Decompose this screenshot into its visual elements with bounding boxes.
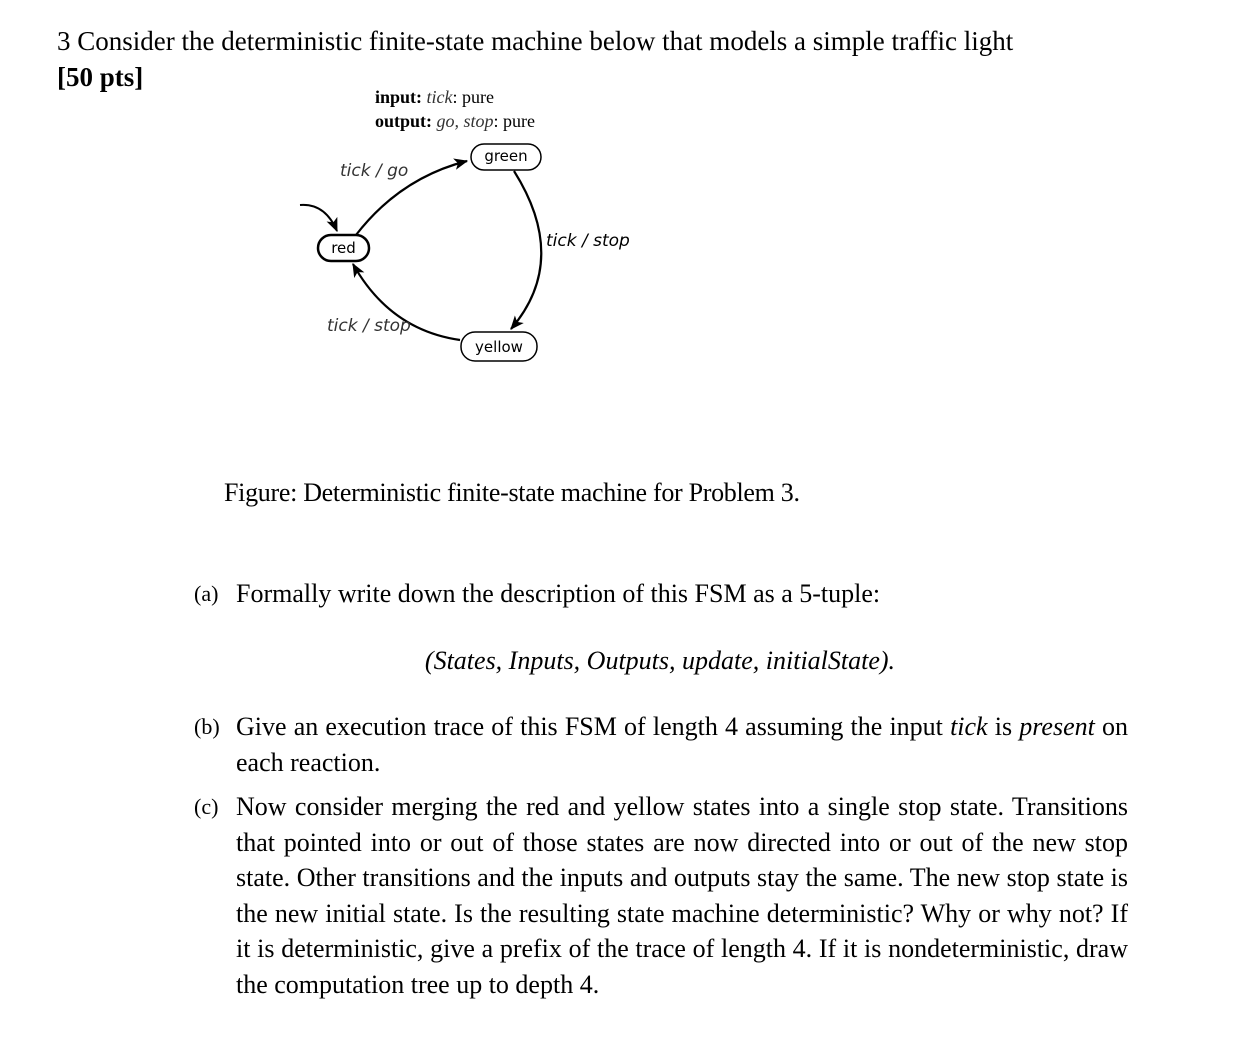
- input-signal: tick: [426, 87, 453, 107]
- output-signals: go, stop: [436, 111, 494, 131]
- part-c-text: Now consider merging the red and yellow states into a single stop state. Transitions that pointed into or out of those states are now directed into or out of the new stop state. Other transitions and the inputs and outputs stay the same. The new stop state is the new initial state. Is the resulting state machine deterministic? Why or why not? If it is deterministic, give a prefix of the trace of length 4. If it is nondeterministic, draw the computation tree up to depth 4.: [236, 792, 1128, 999]
- input-keyword: input:: [375, 87, 423, 107]
- part-b-text: [236, 709, 1128, 780]
- output-type: : pure: [493, 111, 536, 131]
- part-c-label: (c): [194, 794, 219, 819]
- state-red-label: red: [331, 239, 356, 257]
- part-b-emphasis-tick: tick: [950, 712, 988, 741]
- input-type: : pure: [452, 87, 494, 107]
- figure-caption: Figure: Deterministic finite-state machine for Problem 3.: [224, 478, 800, 507]
- transition-green-to-yellow: [511, 171, 541, 329]
- label-green-to-yellow: tick / stop: [546, 231, 630, 251]
- part-b-text-2: is: [987, 712, 1020, 741]
- initial-state-arrow: [300, 205, 337, 231]
- part-b-label: (b): [194, 714, 220, 739]
- state-yellow-label: yellow: [475, 338, 523, 356]
- part-b-emphasis-present: present: [1019, 712, 1095, 741]
- output-keyword: output:: [375, 111, 433, 131]
- five-tuple: (States, Inputs, Outputs, update, initialState).: [424, 646, 896, 675]
- part-a-text: Formally write down the description of this FSM as a 5-tuple:: [236, 579, 881, 608]
- state-green-label: green: [484, 147, 528, 165]
- part-b-text-1: Give an execution trace of this FSM of length 4 assuming the input: [236, 712, 951, 741]
- label-yellow-to-red: tick / stop: [327, 316, 411, 336]
- label-red-to-green: tick / go: [340, 161, 409, 181]
- part-b-text-3: on each reaction.: [236, 712, 1129, 777]
- part-a-label: (a): [194, 581, 219, 606]
- problem-heading: 3 Consider the deterministic finite-state machine below that models a simple traffic light: [57, 26, 1014, 56]
- problem-points: [50 pts]: [57, 62, 144, 92]
- fsm-diagram: [0, 0, 1250, 420]
